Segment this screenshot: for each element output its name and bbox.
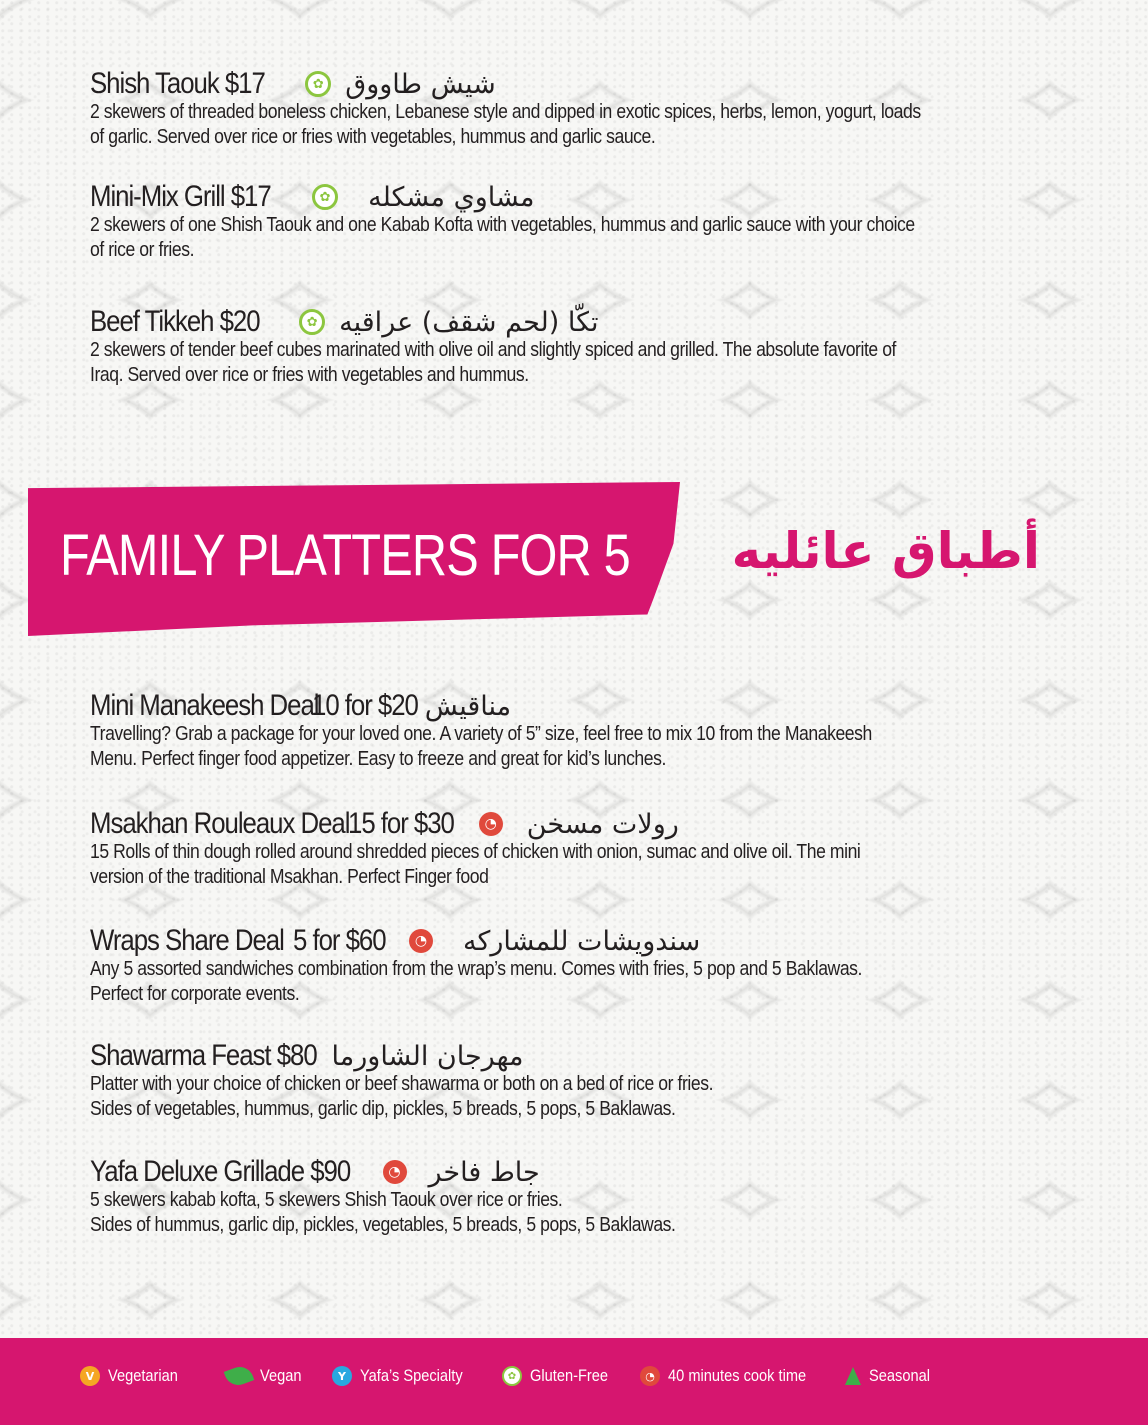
menu-item-yafa-deluxe-grillade bbox=[90, 1152, 990, 1238]
description-line: 5 skewers kabab kofta, 5 skewers Shish Taouk over rice or fries. bbox=[90, 1189, 563, 1211]
description-line: Iraq. Served over rice or fries with vegetables and hummus. bbox=[90, 364, 529, 386]
section-arabic-title: أطباق عائليه bbox=[731, 522, 1040, 580]
legend-gluten-free bbox=[502, 1365, 621, 1387]
menu-item-shawarma-feast bbox=[90, 1036, 990, 1122]
item-arabic-name: مشاوي مشكله bbox=[368, 181, 535, 213]
menu-item-shish-taouk bbox=[90, 64, 990, 150]
menu-item-wraps-share-deal bbox=[90, 921, 990, 1007]
menu-item-msakhan-rouleaux-deal bbox=[90, 804, 990, 890]
cook-time-icon: ◔ bbox=[479, 812, 503, 836]
menu-item-mini-manakeesh-deal bbox=[90, 686, 990, 772]
item-price: 15 for $30 bbox=[347, 807, 454, 840]
section-title: FAMILY PLATTERS FOR 5 bbox=[60, 523, 630, 588]
item-description bbox=[90, 338, 988, 388]
item-description bbox=[90, 213, 988, 263]
item-arabic-name: سندويشات للمشاركه bbox=[462, 925, 701, 957]
vegetarian-icon: V bbox=[80, 1366, 100, 1386]
legend-label: 40 minutes cook time bbox=[668, 1366, 807, 1385]
gluten-free-icon: ✿ bbox=[502, 1366, 522, 1386]
seasonal-tree-icon bbox=[845, 1367, 861, 1385]
cook-time-icon: ◔ bbox=[409, 929, 433, 953]
item-name: Mini Manakeesh Deal bbox=[90, 689, 319, 722]
item-description bbox=[90, 957, 988, 1007]
legend-label: Seasonal bbox=[869, 1366, 930, 1385]
description-line: Perfect for corporate events. bbox=[90, 983, 300, 1005]
menu-item-mini-mix-grill bbox=[90, 177, 990, 263]
description-line: Menu. Perfect finger food appetizer. Easy to freeze and great for kid’s lunches. bbox=[90, 748, 666, 770]
vegan-leaf-icon bbox=[224, 1363, 255, 1389]
item-name: Shawarma Feast $80 bbox=[90, 1039, 317, 1072]
item-arabic-name: مهرجان الشاورما bbox=[331, 1040, 524, 1072]
description-line: 2 skewers of one Shish Taouk and one Kabab Kofta with vegetables, hummus and garlic sauce with your choice bbox=[90, 214, 915, 236]
item-arabic-name: رولات مسخن bbox=[526, 808, 679, 840]
cook-time-icon: ◔ bbox=[383, 1160, 407, 1184]
item-name: Msakhan Rouleaux Deal bbox=[90, 807, 350, 840]
item-description bbox=[90, 1188, 988, 1238]
item-arabic-name: جاط فاخر bbox=[428, 1156, 540, 1188]
legend-vegan bbox=[226, 1365, 308, 1387]
description-line: Sides of vegetables, hummus, garlic dip, pickles, 5 breads, 5 pops, 5 Baklawas. bbox=[90, 1098, 676, 1120]
description-line: Sides of hummus, garlic dip, pickles, vegetables, 5 breads, 5 pops, 5 Baklawas. bbox=[90, 1214, 676, 1236]
item-name: Wraps Share Deal bbox=[90, 924, 284, 957]
item-arabic-name: مناقيش bbox=[424, 690, 512, 722]
legend-label: Yafa’s Specialty bbox=[360, 1366, 463, 1385]
cook-time-icon: ◔ bbox=[640, 1366, 660, 1386]
item-price: 10 for $20 bbox=[311, 689, 418, 722]
description-line: of garlic. Served over rice or fries with vegetables, hummus and garlic sauce. bbox=[90, 126, 656, 148]
description-line: Platter with your choice of chicken or beef shawarma or both on a bed of rice or fries. bbox=[90, 1073, 714, 1095]
item-price: 5 for $60 bbox=[293, 924, 386, 957]
description-line: of rice or fries. bbox=[90, 239, 195, 261]
description-line: 15 Rolls of thin dough rolled around shredded pieces of chicken with onion, sumac and olive oil. The mini bbox=[90, 841, 861, 863]
legend-label: Vegetarian bbox=[108, 1366, 178, 1385]
item-description bbox=[90, 100, 988, 150]
description-line: 2 skewers of threaded boneless chicken, Lebanese style and dipped in exotic spices, herbs, lemon, yogurt, loads bbox=[90, 101, 921, 123]
legend-seasonal bbox=[845, 1365, 940, 1387]
item-arabic-name: شيش طاووق bbox=[345, 68, 496, 100]
legend-vegetarian bbox=[80, 1365, 189, 1387]
item-description bbox=[90, 722, 988, 772]
item-description bbox=[90, 1072, 988, 1122]
item-name: Shish Taouk $17 bbox=[90, 67, 265, 100]
item-name: Beef Tikkeh $20 bbox=[90, 305, 260, 338]
legend-specialty bbox=[332, 1365, 479, 1387]
gluten-free-icon: ✿ bbox=[312, 184, 338, 210]
description-line: Any 5 assorted sandwiches combination from the wrap’s menu. Comes with fries, 5 pop and 5 Baklawas. bbox=[90, 958, 862, 980]
item-arabic-name: تكّا (لحم شقف) عراقيه bbox=[339, 306, 599, 338]
description-line: version of the traditional Msakhan. Perfect Finger food bbox=[90, 866, 489, 888]
gluten-free-icon: ✿ bbox=[299, 309, 325, 335]
gluten-free-icon: ✿ bbox=[305, 71, 331, 97]
legend-label: Gluten-Free bbox=[530, 1366, 609, 1385]
item-name: Yafa Deluxe Grillade $90 bbox=[90, 1155, 351, 1188]
specialty-icon: Y bbox=[332, 1366, 352, 1386]
description-line: Travelling? Grab a package for your loved one. A variety of 5” size, feel free to mix 10 from the Manakeesh bbox=[90, 723, 872, 745]
item-name: Mini-Mix Grill $17 bbox=[90, 180, 271, 213]
item-description bbox=[90, 840, 988, 890]
legend-cook-time bbox=[640, 1365, 829, 1387]
legend-label: Vegan bbox=[260, 1366, 302, 1385]
description-line: 2 skewers of tender beef cubes marinated with olive oil and slightly spiced and grilled. The absolute favorite of bbox=[90, 339, 896, 361]
menu-item-beef-tikkeh bbox=[90, 302, 990, 388]
